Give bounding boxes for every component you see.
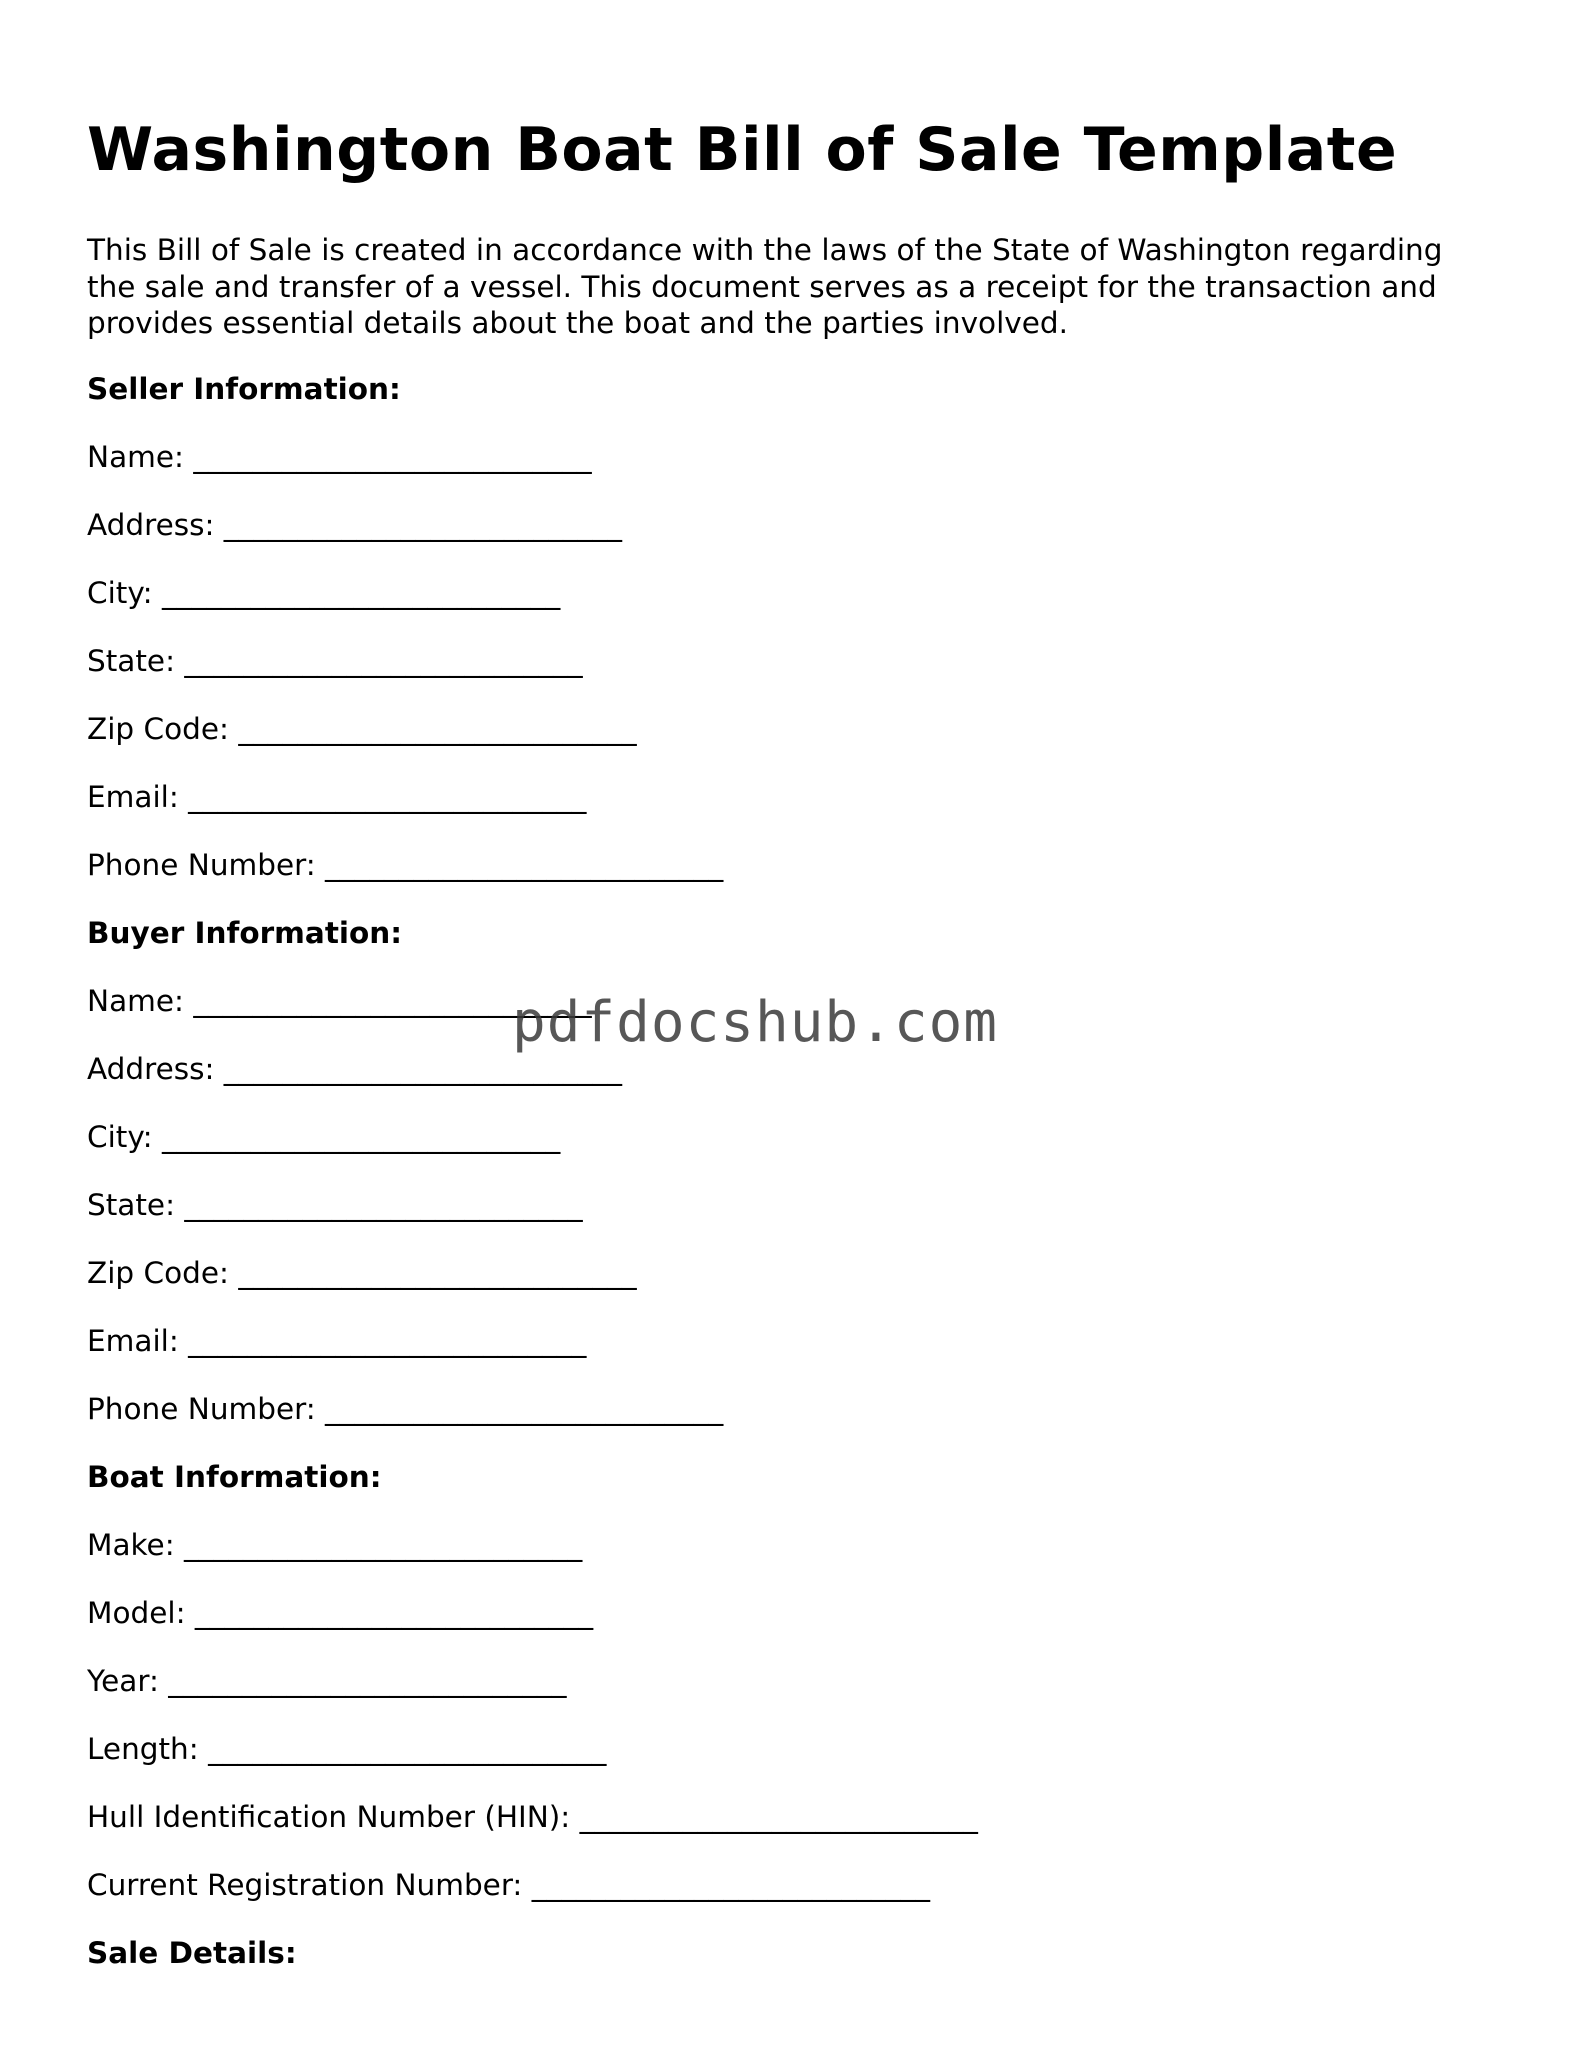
buyer-heading: Buyer Information:	[87, 915, 403, 950]
document-title: Washington Boat Bill of Sale Template	[87, 115, 1398, 185]
boat-model-field[interactable]: Model: ___________________________	[87, 1595, 594, 1630]
document-page	[87, 108, 1507, 2001]
boat-hin-field[interactable]: Hull Identification Number (HIN): ___________________________	[87, 1799, 978, 1834]
seller-zip-field[interactable]: Zip Code: ___________________________	[87, 711, 637, 746]
buyer-phone-field[interactable]: Phone Number: ___________________________	[87, 1391, 724, 1426]
boat-length-field[interactable]: Length: ___________________________	[87, 1731, 607, 1766]
boat-registration-field[interactable]: Current Registration Number: ___________________________	[87, 1867, 930, 1902]
buyer-email-field[interactable]: Email: ___________________________	[87, 1323, 587, 1358]
sale-heading: Sale Details:	[87, 1935, 297, 1970]
buyer-city-field[interactable]: City: ___________________________	[87, 1119, 561, 1154]
buyer-name-field[interactable]: Name: ___________________________	[87, 983, 592, 1018]
sale-section	[87, 1933, 1507, 2001]
seller-city-field[interactable]: City: ___________________________	[87, 575, 561, 610]
buyer-section	[87, 913, 1507, 1457]
boat-year-field[interactable]: Year: ___________________________	[87, 1663, 567, 1698]
watermark-text: pdfdocshub.com	[512, 990, 999, 1055]
boat-heading: Boat Information:	[87, 1459, 382, 1494]
boat-section	[87, 1457, 1507, 1933]
seller-heading: Seller Information:	[87, 371, 401, 406]
seller-name-field[interactable]: Name: ___________________________	[87, 439, 592, 474]
seller-section	[87, 369, 1507, 913]
seller-email-field[interactable]: Email: ___________________________	[87, 779, 587, 814]
buyer-zip-field[interactable]: Zip Code: ___________________________	[87, 1255, 637, 1290]
buyer-state-field[interactable]: State: ___________________________	[87, 1187, 583, 1222]
intro-paragraph: This Bill of Sale is created in accordance with the laws of the State of Washington regarding the sale and transfer of a vessel. This document serves as a receipt for the transaction and provides essential details about the boat and the parties involved.	[87, 233, 1443, 340]
seller-address-field[interactable]: Address: ___________________________	[87, 507, 623, 542]
buyer-address-field[interactable]: Address: ___________________________	[87, 1051, 623, 1086]
seller-state-field[interactable]: State: ___________________________	[87, 643, 583, 678]
seller-phone-field[interactable]: Phone Number: ___________________________	[87, 847, 724, 882]
spacer	[87, 342, 1507, 369]
boat-make-field[interactable]: Make: ___________________________	[87, 1527, 583, 1562]
